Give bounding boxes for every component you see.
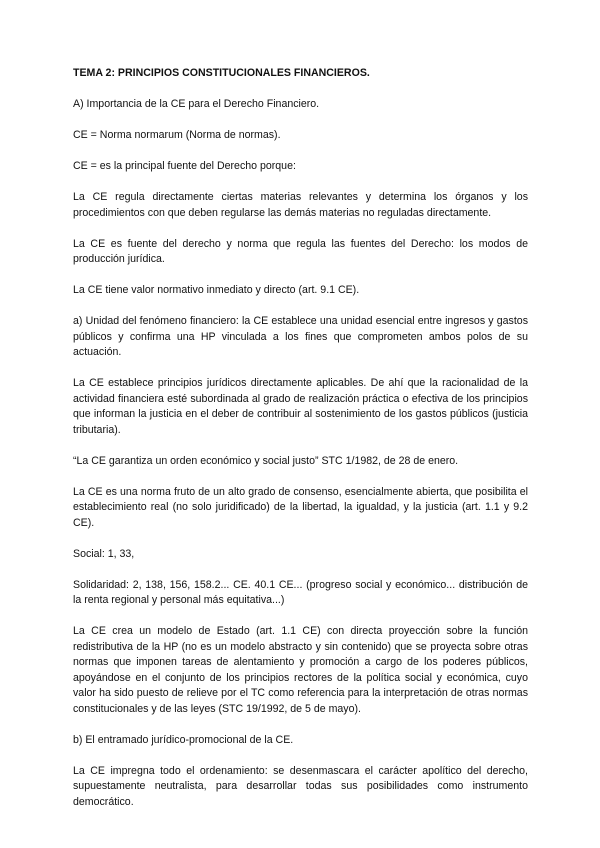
document-title: TEMA 2: PRINCIPIOS CONSTITUCIONALES FINANCIEROS.: [73, 67, 370, 79]
paragraph: La CE establece principios jurídicos directamente aplicables. De ahí que la racionalidad de la actividad financiera esté subordinada al grado de realización práctica o efectiva de los principios que informan la justicia en el deber de contribuir al sostenimiento de los gastos públicos (justicia tributaria).: [73, 377, 528, 436]
paragraph: La CE es fuente del derecho y norma que regula las fuentes del Derecho: los modos de producción jurídica.: [73, 237, 528, 265]
section-heading-b: b) El entramado jurídico-promocional de la CE.: [73, 733, 294, 746]
paragraph: La CE tiene valor normativo inmediato y directo (art. 9.1 CE).: [73, 284, 360, 296]
paragraph: CE = es la principal fuente del Derecho porque:: [73, 160, 296, 172]
paragraph: Solidaridad: 2, 138, 156, 158.2... CE. 40.1 CE... (progreso social y económico... distribución de la renta regional y personal más equitativa...): [73, 578, 528, 606]
paragraph: CE = Norma normarum (Norma de normas).: [73, 129, 281, 141]
paragraph: Social: 1, 33,: [73, 547, 135, 560]
paragraph: La CE es una norma fruto de un alto grado de consenso, esencialmente abierta, que posibilita el establecimiento real (no solo juridificado) de la libertad, la igualdad, y la justicia (art. 1.1 y 9.2 CE).: [73, 485, 528, 529]
paragraph: La CE impregna todo el ordenamiento: se desenmascara el carácter apolítico del derecho, supuestamente neutralista, para desarrollar todas sus posibilidades como instrumento democrático.: [73, 764, 528, 808]
document-page: [73, 66, 528, 826]
section-heading-a: A) Importancia de la CE para el Derecho Financiero.: [73, 98, 320, 110]
paragraph: La CE regula directamente ciertas materias relevantes y determina los órganos y los procedimientos con que deben regularse las demás materias no reguladas directamente.: [73, 191, 528, 219]
paragraph: a) Unidad del fenómeno financiero: la CE establece una unidad esencial entre ingresos y gastos públicos y confirma una HP vinculada a los fines que comprometen ambos polos de su actuación.: [73, 315, 528, 358]
paragraph: La CE crea un modelo de Estado (art. 1.1 CE) con directa proyección sobre la función redistributiva de la HP (no es un modelo abstracto y sin contenido) que se proyecta sobre otras normas que imponen tareas de alentamiento y promoción a cargo de los poderes públicos, apoyándose en el conjunto de los principios rectores de la política social y económica, cuyo valor ha sido puesto de relieve por el TC como referencia para la interpretación de otras normas constitucionales y de las leyes (STC 19/1992, de 5 de mayo).: [73, 625, 528, 715]
quote-paragraph: “La CE garantiza un orden económico y social justo” STC 1/1982, de 28 de enero.: [73, 454, 459, 467]
